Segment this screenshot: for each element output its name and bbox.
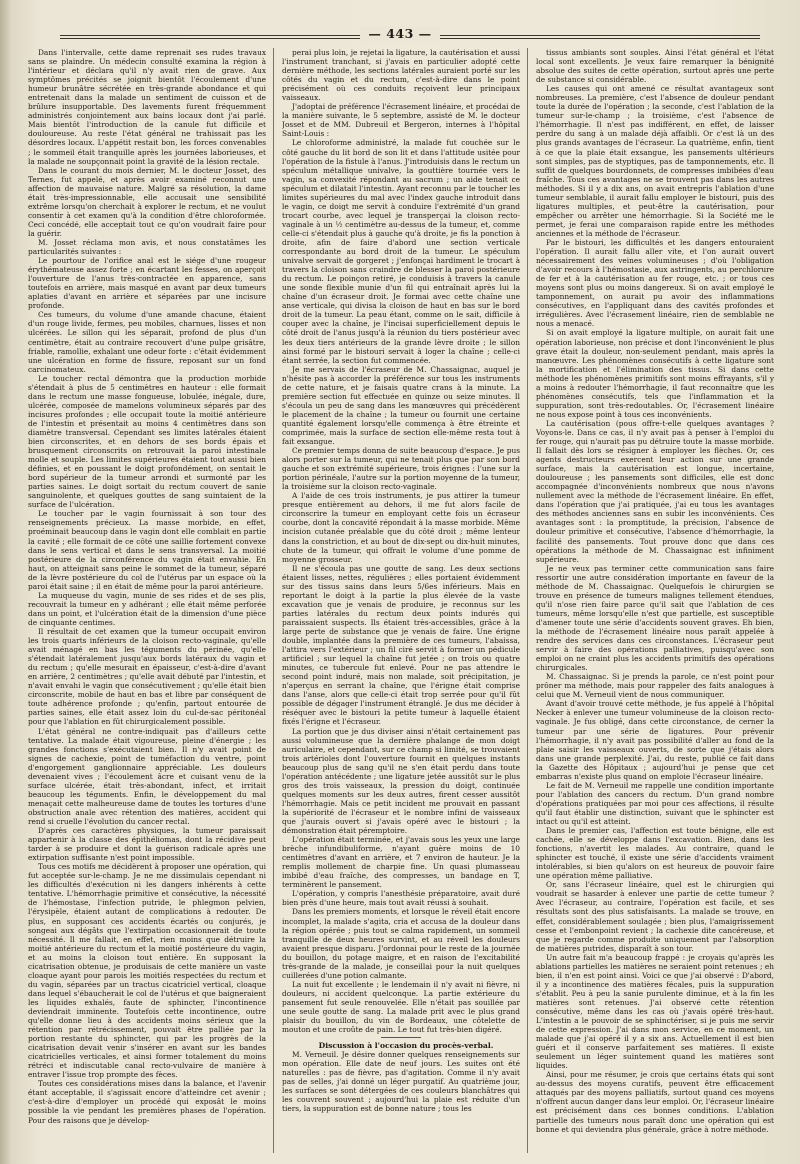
paragraph: Avant d'avoir trouvé cette méthode, je fus appelé à l'hôpital Necker à enlever une tumeur volumineuse de la cloison recto-vaginale. Je fus obligé, dans cette circonstance, de cerner la tumeur par une série de ligatures. Pour prévenir l'hémorrhagie, il n'y avait pas possibilité d'aller au fond de la plaie saisir les vaisseaux ouverts, de sorte que j'étais alors dans une grande perplexité. J'ai, du reste, publié ce fait dans la Gazette des Hôpitaux ; aujourd'hui je pense que cet embarras n'existe plus quand on emploie l'écraseur linéaire. xyxy=(536,699,774,781)
paragraph: Si on avait employé la ligature multiple, on aurait fait une opération laborieuse, non précise et dont l'inconvénient le plus grave était la douleur, non-seulement pendant, mais après la manœuvre. Les phénomènes consécutifs à cette ligature sont la mortification et l'élimination des tissus. Si dans cette méthode les phénomènes primitifs sont moins effrayants, s'il y a moins à redouter l'hémorrhagie, il faut reconnaître que les phénomènes consécutifs, tels que l'inflammation et la suppuration, sont très-redoutables. Or, l'écrasement linéaire ne nous expose point à tous ces inconvénients. xyxy=(536,328,774,419)
paragraph: Toutes ces considérations mises dans la balance, et l'avenir étant acceptable, il s'agissait encore d'atteindre cet avenir ; c'est-à-dire d'employer un procédé qui exposât le moins possible la vie pendant les premières phases de l'opération. Pour des raisons que je dévelop- xyxy=(28,1079,266,1125)
paragraph: Ces tumeurs, du volume d'une amande chacune, étaient d'un rouge livide, fermes, peu mobiles, charnues, lisses et non ulcérées. Le sillon qui les séparait, profond de plus d'un centimètre, était au contraire recouvert d'une pulpe grisâtre, friable, ramollie, exhalant une odeur forte : c'était évidemment une ulcération en forme de fissure, reposant sur un fond carcinomateux. xyxy=(28,310,266,374)
paragraph: Les causes qui ont amené ce résultat avantageux sont nombreuses. La première, c'est l'absence de douleur pendant toute la durée de l'opération ; la seconde, c'est l'ablation de la tumeur sur-le-champ ; la troisième, c'est l'absence de l'hémorrhagie. Il n'est pas indifférent, en effet, de laisser perdre du sang à un malade déjà affaibli. Or c'est là un des plus grands avantages de l'écraseur. La quatrième, enfin, tient à ce que la plaie était exsangue, les pansements ultérieurs sont simples, pas de styptiques, pas de tamponnements, etc. Il suffit de quelques bourdonnets, de compresses imbibées d'eau fraîche. Tous ces avantages ne se trouvent pas dans les autres méthodes. Si il y a dix ans, on avait entrepris l'ablation d'une tumeur semblable, il aurait fallu employer le bistouri, puis des ligatures multiples, et peut-être la cautérisation, pour empêcher ou arrêter une hémorrhagie. Si la Société me le permet, je ferai une comparaison rapide entre les méthodes anciennes et la méthode de l'écraseur. xyxy=(536,84,774,238)
paragraph: Ainsi, pour me résumer, je crois que certains états qui sont au-dessus des moyens curatifs, peuvent être efficacement attaqués par des moyens palliatifs, surtout quand ces moyens n'offrent aucun danger dans leur emploi. Or, l'écraseur linéaire est précisément dans ces bonnes conditions. L'ablation partielle des tumeurs nous paraît donc une opération qui est bonne et qui deviendra plus générale, grâce à notre méthode. xyxy=(536,1070,774,1134)
paragraph: Le pourtour de l'orifice anal est le siége d'une rougeur érythémateuse assez forte ; en écartant les fesses, on aperçoit l'ouverture de l'anus très-contractée en apparence, sans toutefois en arrière, mais masqué en avant par deux tumeurs aplaties d'avant en arrière et séparées par une incisure profonde. xyxy=(28,256,266,311)
paragraph: L'opération était terminée, et j'avais sous les yeux une large brèche infundibuliforme, n'ayant guère moins de 10 centimètres d'avant en arrière, et 7 environ de hauteur. Je la remplis mollement de charpie fine. Un quasi plumasseau imbibé d'eau fraîche, des compresses, un bandage en T, terminèrent le pansement. xyxy=(282,835,520,890)
paragraph: La nuit fut excellente ; le lendemain il n'y avait ni fièvre, ni douleurs, ni accident quelconque. La partie extérieure du pansement fut seule renouvelée. Elle n'était pas souillée par une seule goutte de sang. La malade prit avec le plus grand plaisir du bouillon, du vin de Bordeaux, une côtelette de mouton et une croûte de pain. Le tout fut très-bien digéré. xyxy=(282,979,520,1035)
paragraph: J'adoptai de préférence l'écrasement linéaire, et procédai de la manière suivante, le 5 septembre, assisté de M. le docteur Josset et de MM. Dubreuil et Bergeron, internes à l'hôpital Saint-Louis : xyxy=(282,102,520,139)
section-title: Discussion à l'occasion du procès-verbal. xyxy=(318,1041,494,1051)
paragraph: Je me servais de l'écraseur de M. Chassaignac, auquel je n'hésite pas à accorder la préférence sur tous les instruments de cette nature, et je faisais quatre crans à la minute. La première section fut effectuée en quinze ou seize minutes. Il s'écoula un peu de sang dans les manœuvres qui précédèrent le placement de la chaîne ; la tumeur ou fournit une certaine quantité également lorsqu'elle commença à être étreinte et comprimée, mais la surface de section elle-même resta tout à fait exsangue. xyxy=(282,364,520,447)
paragraph: La muqueuse du vagin, munie de ses rides et de ses plis, recouvrait la tumeur en y adhérant ; elle était même perforée dans un point, et l'ulcération était de la dimension d'une pièce de cinquante centimes. xyxy=(28,590,266,627)
paragraph: L'opération, y compris l'anesthésie préparatoire, avait duré bien près d'une heure, mais tout avait réussi à souhait. xyxy=(282,889,520,908)
paragraph: Il résultait de cet examen que la tumeur occupait environ les trois quarts inférieurs de la cloison recto-vaginale, qu'elle avait ménagé en bas les téguments du périnée, qu'elle s'étendait latéralement jusqu'aux bords latéraux du vagin et du rectum ; qu'elle mesurait en épaisseur, c'est-à-dire d'avant en arrière, 2 centimètres ; qu'elle avait débuté par l'intestin, et n'avait envahi le vagin que consécutivement ; qu'elle était bien circonscrite, mobile de haut en bas et libre par conséquent de toute adhérence profonde ; qu'enfin, partout entourée de parties saines, elle était assez loin du cul-de-sac péritonéal pour que l'ablation en fût chirurgicalement possible. xyxy=(28,627,266,727)
page-header xyxy=(0,26,800,41)
section-separator xyxy=(381,1037,421,1038)
paragraph: Je ne veux pas terminer cette communication sans faire ressortir une autre considération importante en faveur de la méthode de M. Chassaignac. Quelquefois le chirurgien se trouve en présence de tumeurs malignes tellement étendues, qu'il n'ose rien faire parce qu'il sait que l'ablation de ces tumeurs, même lorsqu'elle n'est que partielle, est susceptible d'amener toute une série d'accidents souvent graves. Eh bien, la méthode de l'écrasement linéaire nous paraît appelée à rendre des services dans ces circonstances. L'écraseur peut servir à faire des opérations palliatives, puisqu'avec son emploi on ne craint plus les accidents primitifs des opérations chirurgicales. xyxy=(536,563,774,673)
paragraph: Or, sans l'écraseur linéaire, quel est le chirurgien qui voudrait se hasarder à enlever une partie de cette tumeur ? Avec l'écraseur, au contraire, l'opération est facile, et ses résultats sont des plus satisfaisants. La malade se trouve, en effet, considérablement soulagée ; bien plus, l'amaigrissement cesse et l'embonpoint revient ; la cachexie dite cancéreuse, et que je regarde comme produite uniquement par l'absorption de matières putrides, disparaît à son tour. xyxy=(536,880,774,953)
paragraph: Dans les premiers moments, et lorsque le réveil était encore incomplet, la malade s'agita, cria et accusa de la douleur dans la région opérée ; puis tout se calma rapidement, un sommeil tranquille de deux heures survint, et au réveil les douleurs avaient presque disparu. J'ordonnai pour le reste de la journée du bouillon, du potage maigre, et en raison de l'excitabilité très-grande de la malade, je conseillai pour la nuit quelques cuillerées d'une potion calmante. xyxy=(282,907,520,980)
paragraph: L'état général ne contre-indiquait pas d'ailleurs cette tentative. La malade était vigoureuse, pleine d'énergie ; les grandes fonctions s'exécutaient bien. Il n'y avait point de signes de cachexie, point de tuméfaction du ventre, point d'engorgement ganglionnaire appréciable. Les douleurs devenaient vives ; l'écoulement âcre et cuisant venu de la surface ulcérée, était très-abondant, infect, et irritait beaucoup les téguments. Enfin, le développement du mal menaçait cette malheureuse dame de toutes les tortures d'une obstruction anale avec rétention des matières, accident qui rend si cruelle l'évolution du cancer rectal. xyxy=(28,726,266,826)
paragraph: tissus ambiants sont souples. Ainsi l'état général et l'état local sont excellents. Je veux faire remarquer la bénignité absolue des suites de cette opération, surtout après une perte de substance si considérable. xyxy=(536,48,774,85)
paragraph: Le fait de M. Verneuil me rappelle une condition importante pour l'ablation des cancers du rectum. D'un grand nombre d'opérations pratiquées par moi pour ces affections, il résulte qu'il faut établir une distinction, suivant que le sphincter est intact ou qu'il est atteint. xyxy=(536,780,774,826)
binding-edge xyxy=(0,0,10,1164)
paragraph: Le toucher rectal démontra que la production morbide s'étendait à plus de 5 centimètres en hauteur : elle formait dans le rectum une masse fongueuse, lobulée, inégale, dure, ulcérée, composée de mamelons volumineux séparés par des incisures profondes ; elle occupait toute la moitié antérieure de l'intestin et présentait au moins 4 centimètres dans son diamètre transversal. Cependant ses limites latérales étaient bien circonscrites, et en dehors de ses bords épais et brusquement circonscrits on retrouvait la paroi intestinale molle et souple. Les limites supérieures étaient tout aussi bien définies, et en poussant le doigt profondément, on sentait le bord supérieur de la tumeur arrondi et surmonté par les parties saines. Le doigt sortait du rectum couvert de sanie sanguinolente, et quelques gouttes de sang suintaient de la surface de l'ulcération. xyxy=(28,373,266,510)
paragraph: Dans l'intervalle, cette dame reprenait ses rudes travaux sans se plaindre. Un médecin consulté examina la région à l'intérieur et déclara qu'il n'y avait rien de grave. Aux symptômes précités se joignit bientôt l'écoulement d'une humeur brunâtre sécrétée en très-grande abondance et qui entretenait dans la malade un sentiment de cuisson et de brûlure insupportable. Des lavements furent fréquemment administrés conjointement aux bains locaux dont j'ai parlé. Mais bientôt l'introduction de la canule fut difficile et douloureuse. Au reste l'état général ne trahissait pas les désordres locaux. L'appétit restait bon, les forces convenables ; le sommeil était tranquille après les journées laborieuses, et la malade ne soupçonnait point la gravité de la lésion rectale. xyxy=(28,48,266,166)
paragraph: Le toucher par le vagin fournissait à son tour des renseignements précieux. La masse morbide, en effet, proéminait beaucoup dans le vagin dont elle comblait en partie la cavité ; elle formait de ce côté une saillie fortement convexe dans le sens vertical et dans le sens transversal. La moitié postérieure de la circonférence du vagin était envahie. En haut, on atteignait sans peine le sommet de la tumeur, séparé de la lèvre postérieure du col de l'utérus par un espace où la paroi était saine ; il en était de même pour la paroi antérieure. xyxy=(28,509,266,591)
column-2 xyxy=(282,48,520,1153)
column-divider xyxy=(527,48,528,1153)
paragraph: Il ne s'écoula pas une goutte de sang. Les deux sections étaient lisses, nettes, régulières ; elles portaient évidemment sur des tissus sains dans leurs 5/6es inférieurs. Mais en reportant le doigt à la partie la plus élevée de la vaste excavation que je venais de produire, je reconnus sur les parties latérales du rectum deux points indurés qui paraissaient suspects. Ils étaient très-accessibles, grâce à la large perte de substance que je venais de faire. Une érigne double, implantée dans la première de ces tumeurs, l'abaissa, l'attira vers l'extérieur ; un fil ciré servit à former un pédicule artificiel ; sur lequel la chaîne fut jetée ; on trois ou quatre minutes, ce tubercule fut enlevé. Pour ne pas attendre le second point induré, mais non malade, soit précipitation, je n'aperçus en serrant la chaîne, que l'érigne était comprise dans l'anse, alors que celle-ci était trop serrée pour qu'il fût possible de dégager l'instrument étranglé. Je dus me décider à réséquer avec le bistouri la petite tumeur à laquelle étaient fixés l'érigne et l'écraseur. xyxy=(282,563,520,727)
paragraph: M. Josset réclama mon avis, et nous constatâmes les particularités suivantes : xyxy=(28,237,266,257)
page-number: — 443 — xyxy=(360,26,439,41)
paragraph: Le chloroforme administré, la malade fut couchée sur le côté gauche du lit bord de son lit et dans l'attitude usitée pour l'opération de la fistule à l'anus. J'introduisis dans le rectum un spéculum métallique univalve, la gouttière tournée vers le vagin, sa convexité répondant au sacrum ; un aide tenait ce spéculum et dilatait l'intestin. Ayant reconnu par le toucher les limites supérieures du mal avec l'index gauche introduit dans le vagin, ce doigt me servit à conduire l'extrémité d'un grand trocart courbe, avec lequel je transperçai la cloison recto-vaginale à un ½ centimètre au-dessus de la tumeur, et, comme celle-ci s'étendait plus à gauche qu'à droite, je fis la ponction à droite, afin de faire d'abord une section verticale correspondante au bord droit de la tumeur. Le spéculum univalve servait de gorgeret ; j'enfonçai hardiment le trocart à travers la cloison sans craindre de blesser la paroi postérieure du rectum. Le poinçon retiré, je conduisis à travers la canule une sonde flexible munie d'un fil qui entraînait après lui la chaîne d'un écraseur droit. Je formai avec cette chaîne une anse verticale, qui divisa la cloison de haut en bas sur le bord droit de la tumeur. La peau étant, comme on le sait, difficile à couper avec la chaîne, je l'incisai superficiellement depuis le côté droit de l'anus jusqu'à la réunion du tiers postérieur avec les deux tiers antérieurs de la grande lèvre droite ; le sillon ainsi formé par le bistouri servait à loger la chaîne ; celle-ci étant serrée, la section fut commencée. xyxy=(282,138,520,365)
paragraph: M. Chassaignac. Si je prends la parole, ce n'est point pour prôner ma méthode, mais pour rappeler des faits analogues à celui que M. Verneuil vient de nous communiquer. xyxy=(536,672,774,700)
column-1 xyxy=(28,48,266,1153)
paragraph: Par le bistouri, les difficultés et les dangers entouraient l'opération. Il aurait fallu aller vite, et l'on aurait ouvert nécessairement des veines volumineuses ; d'où l'obligation d'avoir recours à l'hémostasie, aux astringents, au perchlorure de fer et à la cautérisation au fer rouge, etc. ; or tous ces moyens sont plus ou moins dangereux. Si on avait employé le tamponnement, on aurait pu avoir des inflammations consécutives, en l'appliquant dans des cavités profondes et irrégulières. Avec l'écrasement linéaire, rien de semblable ne nous a menacé. xyxy=(536,237,774,329)
paragraph: Dans le premier cas, l'affection est toute bénigne, elle est cachée, elle se développe dans l'excavation. Bien, dans les fonctions, n'avertit les malades. Au contraire, quand le sphincter est touché, il existe une série d'accidents vraiment intolérables, si bien qu'alors on est heureux de pouvoir faire une opération même palliative. xyxy=(536,826,774,881)
column-divider xyxy=(273,48,274,1153)
paragraph: D'après ces caractères physiques, la tumeur paraissait appartenir à la classe des épithéliomas, dont la récidive peut tarder à se produire et dont la guérison radicale après une extirpation suffisante n'est point impossible. xyxy=(28,826,266,863)
paragraph: perai plus loin, je rejetai la ligature, la cautérisation et aussi l'instrument tranchant, si j'avais en particulier adopté cette dernière méthode, les sections latérales auraient porté sur les côtés du vagin et du rectum, c'est-à-dire dans le point précisément où ces conduits reçoivent leur principaux vaisseaux. xyxy=(282,48,520,103)
paragraph: A l'aide de ces trois instruments, je pus attirer la tumeur presque entièrement au dehors, il me fut alors facile de circonscrire la tumeur en employant cette fois un écraseur courbe, dont la concavité répondait à la masse morbide. Même incision cutanée préalable que du côté droit ; même lenteur dans la constriction, et au bout de dix-sept ou dix-huit minutes, chute de la tumeur, qui offrait le volume d'une pomme de moyenne grosseur. xyxy=(282,491,520,564)
paragraph: La portion que je dus diviser ainsi n'était certainement pas aussi volumineuse que la dernière phalange de mon doigt auriculaire, et cependant, sur ce champ si limité, se trouvaient trois artérioles dont l'ouverture fournit en quelques instants beaucoup plus de sang qu'il ne s'en était perdu dans toute l'opération antécédente ; une ligature jetée aussitôt sur le plus gros des trois vaisseaux, la pression du doigt, continuée quelques moments sur les deux autres, firent cesser aussitôt l'hémorrhagie. Mais ce petit incident me prouvait en passant la supériorité de l'écraseur et le nombre infini de vaisseaux que j'aurais ouvert si j'avais opéré avec le bistouri ; la démonstration était péremptoire. xyxy=(282,726,520,836)
column-3 xyxy=(536,48,774,1153)
paragraph: Un autre fait m'a beaucoup frappé : je croyais qu'après les ablations partielles les matières ne seraient point retenues ; eh bien, il n'en est point ainsi. Voici ce que j'ai observé : D'abord, il y a incontinence des matières fécales, puis la suppuration s'établit. Peu à peu la sanie purulente diminue, et à la fin les matières sont retenues. J'ai observé cette rétention consécutive, même dans les cas où j'avais opéré très-haut. L'intestin a le pouvoir de se sphinctériser, si je puis me servir de cette expression. J'ai dans mon service, en ce moment, un malade que j'ai opéré il y a six ans. Actuellement il est bien guéri et il conserve parfaitement ses matières. Il existe seulement un léger suintement quand les matières sont liquides. xyxy=(536,952,774,1071)
paragraph: La cautérisation (pous offre-t-elle quelques avantages ? Voyons-le. Dans ce cas, il n'y avait pas à penser à l'emploi du fer rouge, qui n'aurait pas pu détruire toute la masse morbide. Il fallait dès lors se résigner à employer les flèches. Or, ces agents destructeurs exercent leur action sur une grande surface, mais la cautérisation est longue, incertaine, douloureuse ; les pansements sont difficiles, elle est donc accompagnée d'inconvénients nombreux que nous n'avons nullement avec la méthode de l'écrasement linéaire. En effet, dans l'opération que j'ai pratiquée, j'ai eu tous les avantages des méthodes anciennes sans en subir les inconvénients. Ces avantages sont : la promptitude, la précision, l'absence de douleur primitive et consécutive, l'absence d'hémorrhagie, la facilité des pansements. Tout prouve donc que dans ces opérations la méthode de M. Chassaignac est infiniment supérieure. xyxy=(536,418,774,564)
paragraph: Ce premier temps donna de suite beaucoup d'espace. Je pus alors porter sur la tumeur, qui ne tenait plus que par son bord gauche et son extrémité supérieure, trois érignes : l'une sur la portion périnéale, l'autre sur la portion moyenne de la tumeur, la troisième sur la cloison recto-vaginale. xyxy=(282,446,520,492)
paragraph: Tous ces motifs me décidèrent à proposer une opération, qui fut acceptée sur-le-champ. Je ne me dissimulais cependant ni les difficultés d'exécution ni les dangers inhérents à cette tentative. L'hémorrhagie primitive et consécutive, la nécessité de l'hémostase, l'infection putride, le phlegmon pelvien, l'érysipèle, étaient autant de complications à redouter. De plus, en supposant ces accidents écartés ou conjurés, je songeai aux dégâts que l'extirpation occasionnerait de toute nécessité. Il me fallait, en effet, rien moins que détruire la moitié antérieure du rectum et la moitié postérieure du vagin, et au moins la cloison tout entière. En supposant la cicatrisation obtenue, je produisais de cette manière un vaste cloaque ayant pour parois les moitiés respectées du rectum et du vagin, séparées par un tractus cicatriciel vertical, cloaque dans lequel s'ébaucherait le col de l'utérus et que baigneraient les liquides exhalés, faute de sphincter, l'incontinence deviendrait imminente. Toutefois cette incontinence, outre qu'elle donne lieu à des accidents moins sérieux que la rétention par rétrécissement, pouvait être palliée par la portion restante du sphincter, qui par les progrès de la cicatrisation devait venir s'insérer en avant sur les bandes cicatricielles verticales, et ainsi former totalement du moins rétréci et indiscutable canal recto-vulvaire de manière à entraver l'issue trop prompte des fèces. xyxy=(28,862,266,1080)
paragraph: M. Verneuil. Je désire donner quelques renseignements sur mon opération. Elle date de neuf jours. Les suites ont été naturelles : pas de fièvre, pas d'agitation. Comme il n'y avait pas de selles, j'ai donné un léger purgatif. Au quatrième jour, les surfaces se sont détergées de ces couleurs blanchâtres qui les couvrent souvent ; aujourd'hui la plaie est réduite d'un tiers, la suppuration est de bonne nature ; tous les xyxy=(282,1050,520,1114)
paragraph: Dans le courant du mois dernier, M. le docteur Josset, des Ternes, fut appelé, et après avoir examiné reconnut une affection de mauvaise nature. Malgré sa résolution, la dame était très-impressionnable, elle accusait une sensibilité extrême lorsqu'on cherchait à explorer le rectum, et ne voulut consentir à cet examen qu'à la condition d'être chloroformée. Ceci concédé, elle acceptait tout ce qu'on voudrait faire pour la guérir. xyxy=(28,165,266,238)
